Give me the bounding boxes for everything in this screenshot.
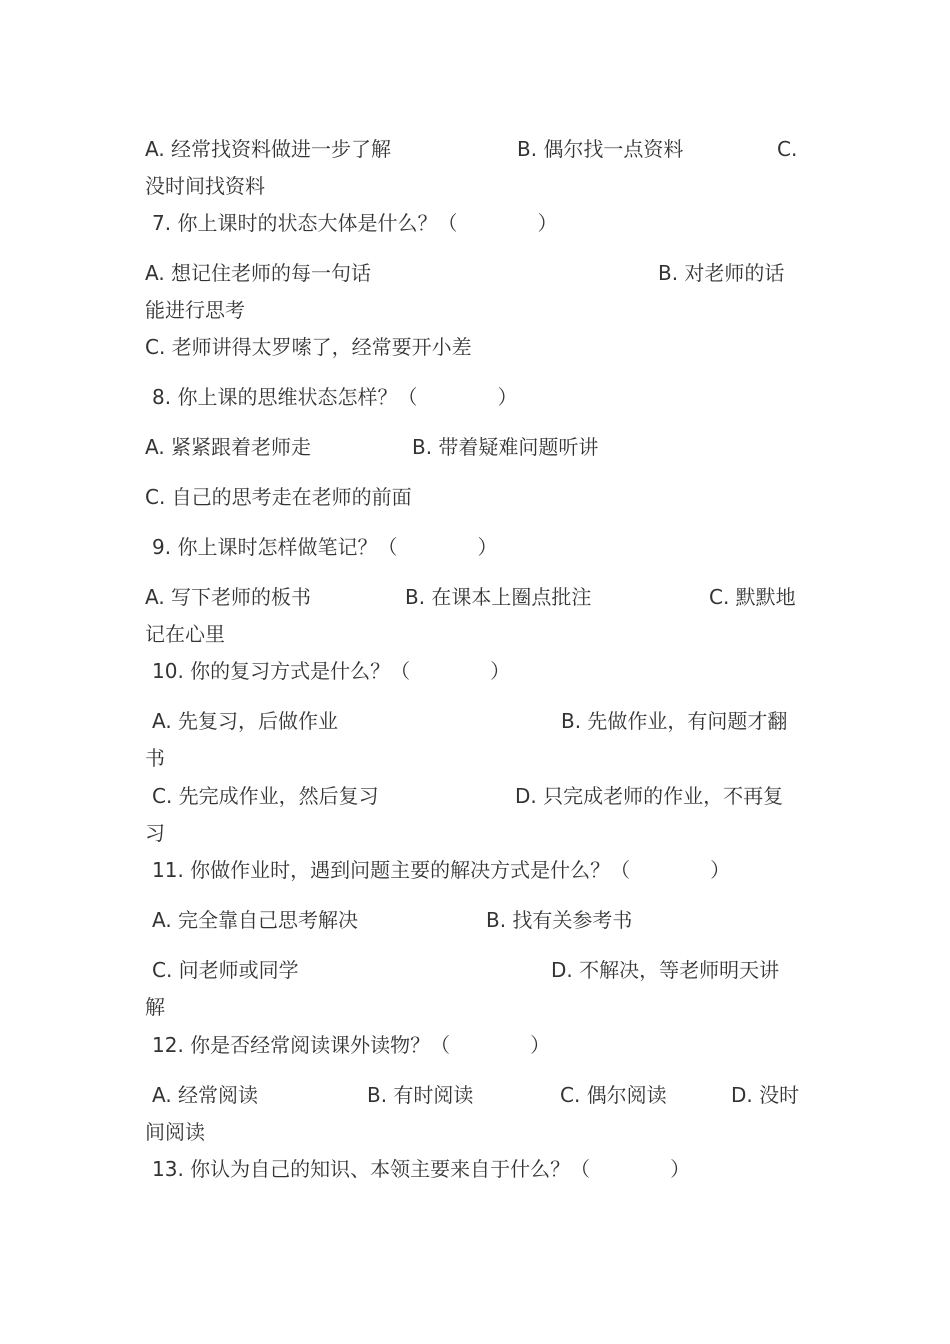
q9-option-c-cont: 记在心里 bbox=[145, 622, 225, 646]
question-8: 8. 你上课的思维状态怎样？（ ） bbox=[152, 385, 518, 409]
q12-option-d: D. 没时 bbox=[731, 1083, 800, 1107]
q12-option-d-cont: 间阅读 bbox=[145, 1120, 205, 1144]
q11-option-d-cont: 解 bbox=[145, 995, 165, 1019]
q9-option-c: C. 默默地 bbox=[709, 585, 796, 609]
q11-option-b: B. 找有关参考书 bbox=[486, 908, 633, 932]
q9-option-a: A. 写下老师的板书 bbox=[145, 585, 312, 609]
q10-option-a: A. 先复习，后做作业 bbox=[152, 709, 339, 733]
q12-option-b: B. 有时阅读 bbox=[367, 1083, 474, 1107]
question-12: 12. 你是否经常阅读课外读物？（ ） bbox=[152, 1033, 551, 1057]
q12-option-a: A. 经常阅读 bbox=[152, 1083, 259, 1107]
question-11: 11. 你做作业时，遇到问题主要的解决方式是什么？（ ） bbox=[152, 858, 731, 882]
q9-option-b: B. 在课本上圈点批注 bbox=[405, 585, 592, 609]
q6-option-c: C. bbox=[777, 137, 798, 161]
question-9: 9. 你上课时怎样做笔记？（ ） bbox=[152, 535, 498, 559]
q10-option-b-cont: 书 bbox=[145, 746, 165, 770]
q12-option-c: C. 偶尔阅读 bbox=[560, 1083, 667, 1107]
q6-option-b: B. 偶尔找一点资料 bbox=[517, 137, 684, 161]
q8-option-b: B. 带着疑难问题听讲 bbox=[412, 435, 599, 459]
q7-option-a: A. 想记住老师的每一句话 bbox=[145, 261, 372, 285]
q8-option-a: A. 紧紧跟着老师走 bbox=[145, 435, 312, 459]
q10-option-c: C. 先完成作业，然后复习 bbox=[152, 784, 379, 808]
q7-option-c: C. 老师讲得太罗嗦了，经常要开小差 bbox=[145, 335, 472, 359]
q6-option-a: A. 经常找资料做进一步了解 bbox=[145, 137, 392, 161]
q10-option-d: D. 只完成老师的作业，不再复 bbox=[515, 784, 784, 808]
q11-option-c: C. 问老师或同学 bbox=[152, 958, 299, 982]
question-7: 7. 你上课时的状态大体是什么？（ ） bbox=[152, 211, 558, 235]
q6-option-c-cont: 没时间找资料 bbox=[145, 174, 265, 198]
question-13: 13. 你认为自己的知识、本领主要来自于什么？（ ） bbox=[152, 1157, 691, 1181]
q11-option-d: D. 不解决，等老师明天讲 bbox=[551, 958, 780, 982]
q7-option-b: B. 对老师的话 bbox=[658, 261, 785, 285]
q10-option-b: B. 先做作业，有问题才翻 bbox=[561, 709, 788, 733]
question-10: 10. 你的复习方式是什么？（ ） bbox=[152, 659, 511, 683]
q10-option-d-cont: 习 bbox=[145, 821, 165, 845]
q8-option-c: C. 自己的思考走在老师的前面 bbox=[145, 485, 412, 509]
q7-option-b-cont: 能进行思考 bbox=[145, 298, 245, 322]
q11-option-a: A. 完全靠自己思考解决 bbox=[152, 908, 359, 932]
